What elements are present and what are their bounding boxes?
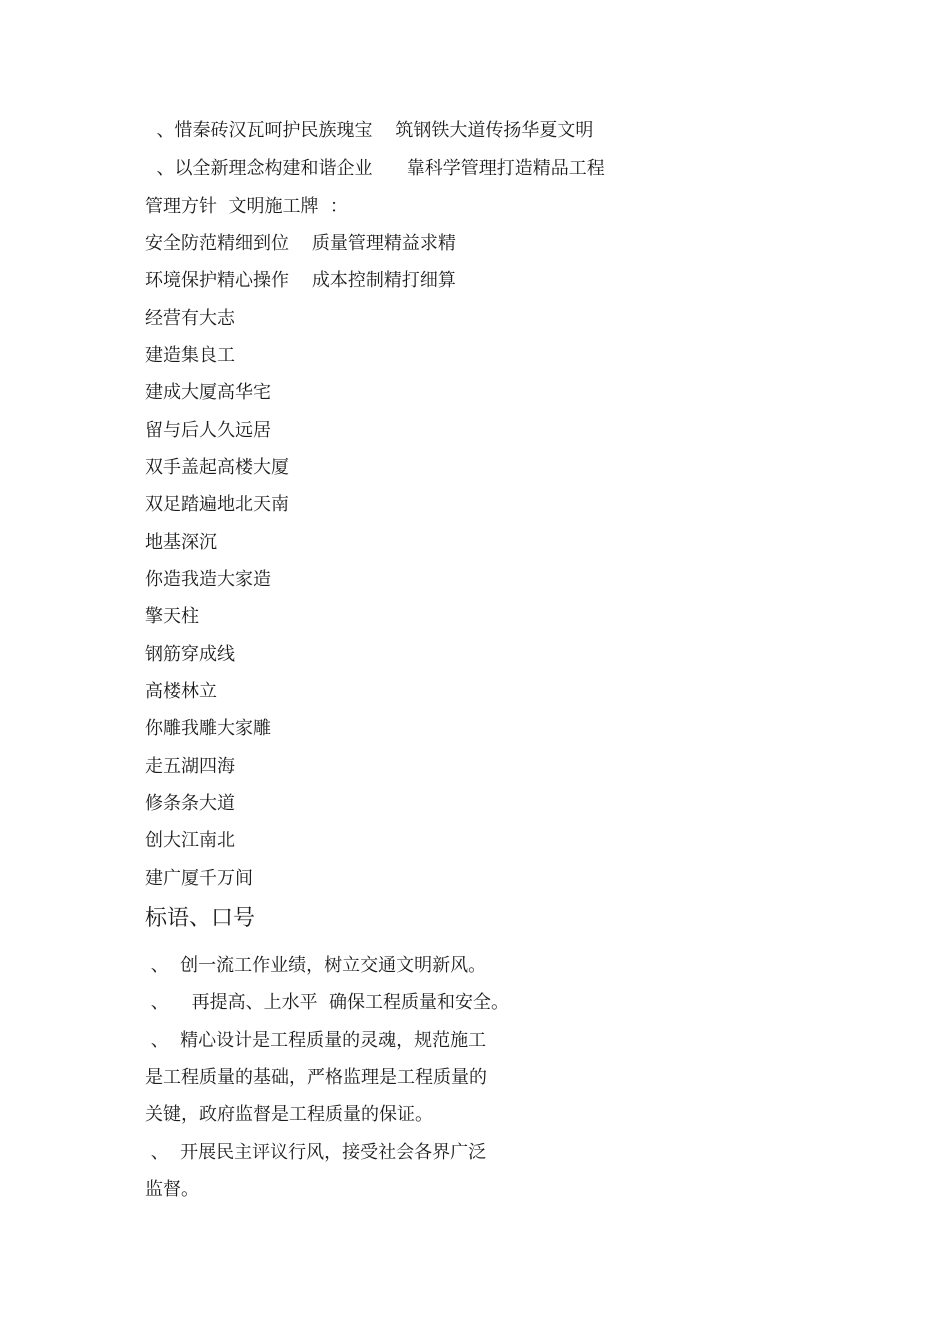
text-line: 修条条大道 xyxy=(145,793,235,814)
section-title: 标语、口号 xyxy=(145,906,256,931)
slogan-item-continuation: 关键，政府监督是工程质量的保证。 xyxy=(145,1104,433,1125)
text-line: 建广厦千万间 xyxy=(145,868,253,889)
management-heading: 管理方针 文明施工牌 ： xyxy=(145,196,348,217)
text-line: 留与后人久远居 xyxy=(145,420,271,441)
text-line: 建造集良工 xyxy=(145,345,235,366)
text-line: 地基深沉 xyxy=(145,532,217,553)
slogan-item-continuation: 是工程质量的基础，严格监理是工程质量的 xyxy=(145,1067,487,1088)
text-line: 你造我造大家造 xyxy=(145,569,271,590)
text-line: 建成大厦高华宅 xyxy=(145,382,271,403)
slogan-item-continuation: 监督。 xyxy=(145,1179,199,1200)
text-line: 擎天柱 xyxy=(145,606,199,627)
management-line: 安全防范精细到位 质量管理精益求精 xyxy=(145,233,456,254)
slogan-item: 、 创一流工作业绩，树立交通文明新风。 xyxy=(145,955,487,976)
text-line: 你雕我雕大家雕 xyxy=(145,718,271,739)
text-line: 钢筋穿成线 xyxy=(145,644,235,665)
management-line: 环境保护精心操作 成本控制精打细算 xyxy=(145,270,456,291)
slogan-item: 、 精心设计是工程质量的灵魂，规范施工 xyxy=(145,1030,487,1051)
text-line: 双手盖起高楼大厦 xyxy=(145,457,289,478)
slogan-item: 、 再提高、上水平 确保工程质量和安全。 xyxy=(145,992,510,1013)
text-line: 创大江南北 xyxy=(145,830,235,851)
text-line: 经营有大志 xyxy=(145,308,235,329)
slogan-line: 、以全新理念构建和谐企业 靠科学管理打造精品工程 xyxy=(145,158,605,179)
text-line: 走五湖四海 xyxy=(145,756,235,777)
text-line: 双足踏遍地北天南 xyxy=(145,494,289,515)
text-line: 高楼林立 xyxy=(145,681,217,702)
slogan-item: 、 开展民主评议行风，接受社会各界广泛 xyxy=(145,1142,487,1163)
slogan-line: 、惜秦砖汉瓦呵护民族瑰宝 筑钢铁大道传扬华夏文明 xyxy=(145,120,594,141)
